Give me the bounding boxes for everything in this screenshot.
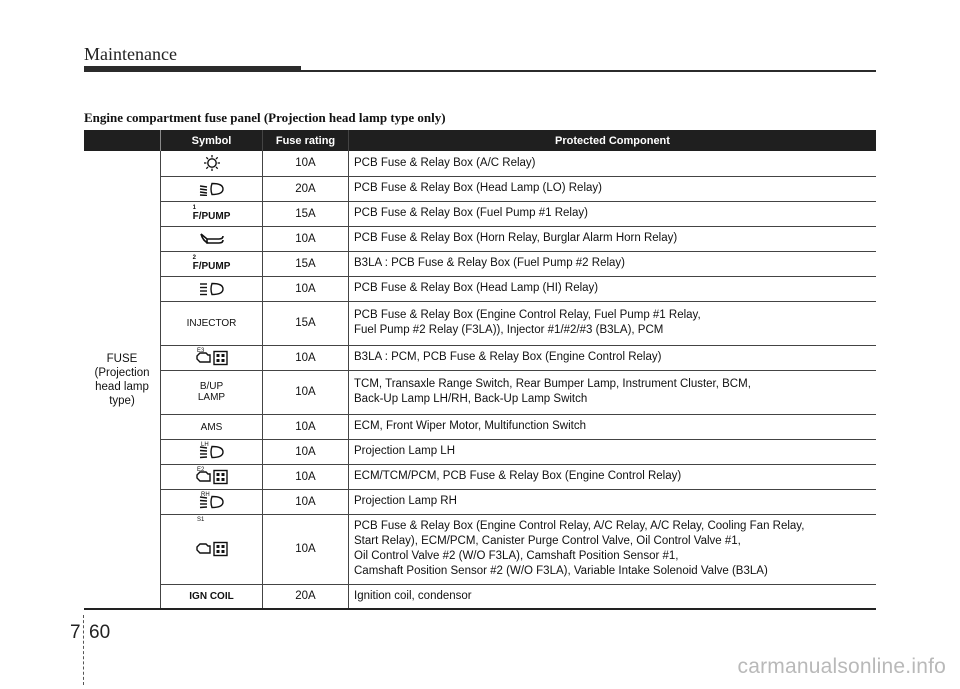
fuse-symbol xyxy=(161,251,263,276)
footer-divider xyxy=(83,615,84,685)
protected-component: Projection Lamp LH xyxy=(349,439,877,464)
fuse-symbol-text xyxy=(193,205,231,222)
table-row xyxy=(84,370,876,414)
table-row xyxy=(84,151,876,176)
table-row xyxy=(84,345,876,370)
fuse-symbol-text xyxy=(201,422,223,433)
fuse-symbol-text xyxy=(187,318,237,329)
fuse-rating: 10A xyxy=(263,514,349,584)
fuse-group-label: FUSE (Projection head lamp type) xyxy=(84,151,161,609)
fuse-symbol xyxy=(161,151,263,176)
protected-component: TCM, Transaxle Range Switch, Rear Bumper Lamp, Instrument Cluster, BCM, Back-Up Lamp LH/RH, Back-Up Lamp Switch xyxy=(349,370,877,414)
fuse-symbol-label: F/PUMP xyxy=(192,211,231,222)
fuse-rating: 15A xyxy=(263,251,349,276)
fuse-symbol-superscript: E2 xyxy=(197,466,205,473)
header-rule-thick xyxy=(84,66,301,72)
fuse-rating: 10A xyxy=(263,489,349,514)
fuse-rating: 10A xyxy=(263,464,349,489)
protected-component: PCB Fuse & Relay Box (A/C Relay) xyxy=(349,151,877,176)
table-row xyxy=(84,514,876,584)
fuse-symbol xyxy=(161,276,263,301)
table-row xyxy=(84,251,876,276)
protected-component: PCB Fuse & Relay Box (Horn Relay, Burglar Alarm Horn Relay) xyxy=(349,226,877,251)
headlamp-low-icon xyxy=(199,182,225,196)
fuse-symbol xyxy=(161,345,263,370)
horn-icon xyxy=(199,232,225,246)
fuse-symbol-text xyxy=(189,591,233,602)
fuse-rating: 10A xyxy=(263,345,349,370)
fuse-rating: 10A xyxy=(263,276,349,301)
protected-component: B3LA : PCB Fuse & Relay Box (Fuel Pump #2 Relay) xyxy=(349,251,877,276)
fuse-rating: 10A xyxy=(263,414,349,439)
page-header-title: Maintenance xyxy=(84,44,177,64)
header-group-cell xyxy=(84,130,161,151)
page-number: 60 xyxy=(89,622,111,643)
table-row xyxy=(84,584,876,609)
fuse-symbol-label: INJECTOR xyxy=(186,318,237,329)
fuse-rating: 10A xyxy=(263,439,349,464)
fuse-symbol-label: B/UP LAMP xyxy=(197,381,226,403)
fuse-rating: 10A xyxy=(263,226,349,251)
fuse-symbol-superscript: RH xyxy=(201,491,210,498)
fuse-rating: 20A xyxy=(263,584,349,609)
header-rule-thin xyxy=(301,70,876,72)
protected-component: PCB Fuse & Relay Box (Head Lamp (HI) Relay) xyxy=(349,276,877,301)
protected-component: PCB Fuse & Relay Box (Engine Control Relay, Fuel Pump #1 Relay, Fuel Pump #2 Relay (F3LA)), Injector #1/#2/#3 (B3LA), PCM xyxy=(349,301,877,345)
fuse-symbol xyxy=(161,514,263,584)
protected-component: PCB Fuse & Relay Box (Engine Control Relay, A/C Relay, A/C Relay, Cooling Fan Relay, Start Relay), ECM/PCM, Canister Purge Control Valve, Oil Control Valve #1, Oil Control Valve #2 (W/O F3LA), Camshaft Position Sensor #1, Camshaft Position Sensor #2 (W/O F3LA), Variable Intake Solenoid Valve (B3LA) xyxy=(349,514,877,584)
fuse-symbol xyxy=(161,370,263,414)
fuse-table-body xyxy=(84,151,876,609)
chapter-number: 7 xyxy=(70,622,81,643)
table-row xyxy=(84,464,876,489)
protected-component: ECM, Front Wiper Motor, Multifunction Switch xyxy=(349,414,877,439)
protected-component: PCB Fuse & Relay Box (Fuel Pump #1 Relay) xyxy=(349,201,877,226)
fuse-symbol xyxy=(161,439,263,464)
fuse-symbol-label: IGN COIL xyxy=(189,591,234,603)
table-header-row xyxy=(84,130,876,151)
fuse-symbol-superscript: LH xyxy=(201,441,209,448)
table-row xyxy=(84,414,876,439)
ac-fan-icon xyxy=(203,154,221,172)
fuse-symbol xyxy=(161,464,263,489)
protected-component: Ignition coil, condensor xyxy=(349,584,877,609)
fuse-rating: 10A xyxy=(263,370,349,414)
fuse-symbol-text xyxy=(198,381,225,403)
header-fuse-rating: Fuse rating xyxy=(263,130,349,151)
fuse-symbol-label: AMS xyxy=(200,421,223,433)
fuse-symbol xyxy=(161,176,263,201)
fuse-symbol xyxy=(161,584,263,609)
header-protected-component: Protected Component xyxy=(349,130,877,151)
protected-component: Projection Lamp RH xyxy=(349,489,877,514)
protected-component: ECM/TCM/PCM, PCB Fuse & Relay Box (Engine Control Relay) xyxy=(349,464,877,489)
fuse-symbol-superscript: E3 xyxy=(197,347,205,354)
fuse-table xyxy=(84,130,876,610)
table-row xyxy=(84,301,876,345)
fuse-symbol-label: F/PUMP xyxy=(192,261,231,272)
protected-component: B3LA : PCM, PCB Fuse & Relay Box (Engine Control Relay) xyxy=(349,345,877,370)
fuse-rating: 10A xyxy=(263,151,349,176)
table-row xyxy=(84,226,876,251)
table-row xyxy=(84,439,876,464)
fuse-symbol-superscript: 1 xyxy=(192,205,196,211)
fuse-symbol xyxy=(161,489,263,514)
watermark: carmanualsonline.info xyxy=(737,655,946,678)
table-row xyxy=(84,176,876,201)
header-symbol: Symbol xyxy=(161,130,263,151)
fuse-rating: 20A xyxy=(263,176,349,201)
protected-component: PCB Fuse & Relay Box (Head Lamp (LO) Relay) xyxy=(349,176,877,201)
fuse-symbol xyxy=(161,414,263,439)
table-row xyxy=(84,201,876,226)
table-row xyxy=(84,276,876,301)
fuse-symbol-superscript: S1 xyxy=(197,516,205,523)
fuse-symbol-superscript: 2 xyxy=(192,255,196,261)
engine-ecu-icon xyxy=(195,541,229,557)
fuse-symbol xyxy=(161,301,263,345)
section-title: Engine compartment fuse panel (Projection head lamp type only) xyxy=(84,110,446,125)
fuse-symbol xyxy=(161,201,263,226)
fuse-symbol xyxy=(161,226,263,251)
fuse-rating: 15A xyxy=(263,301,349,345)
table-row xyxy=(84,489,876,514)
headlamp-high-icon xyxy=(199,282,225,296)
fuse-symbol-text xyxy=(193,255,231,272)
fuse-rating: 15A xyxy=(263,201,349,226)
